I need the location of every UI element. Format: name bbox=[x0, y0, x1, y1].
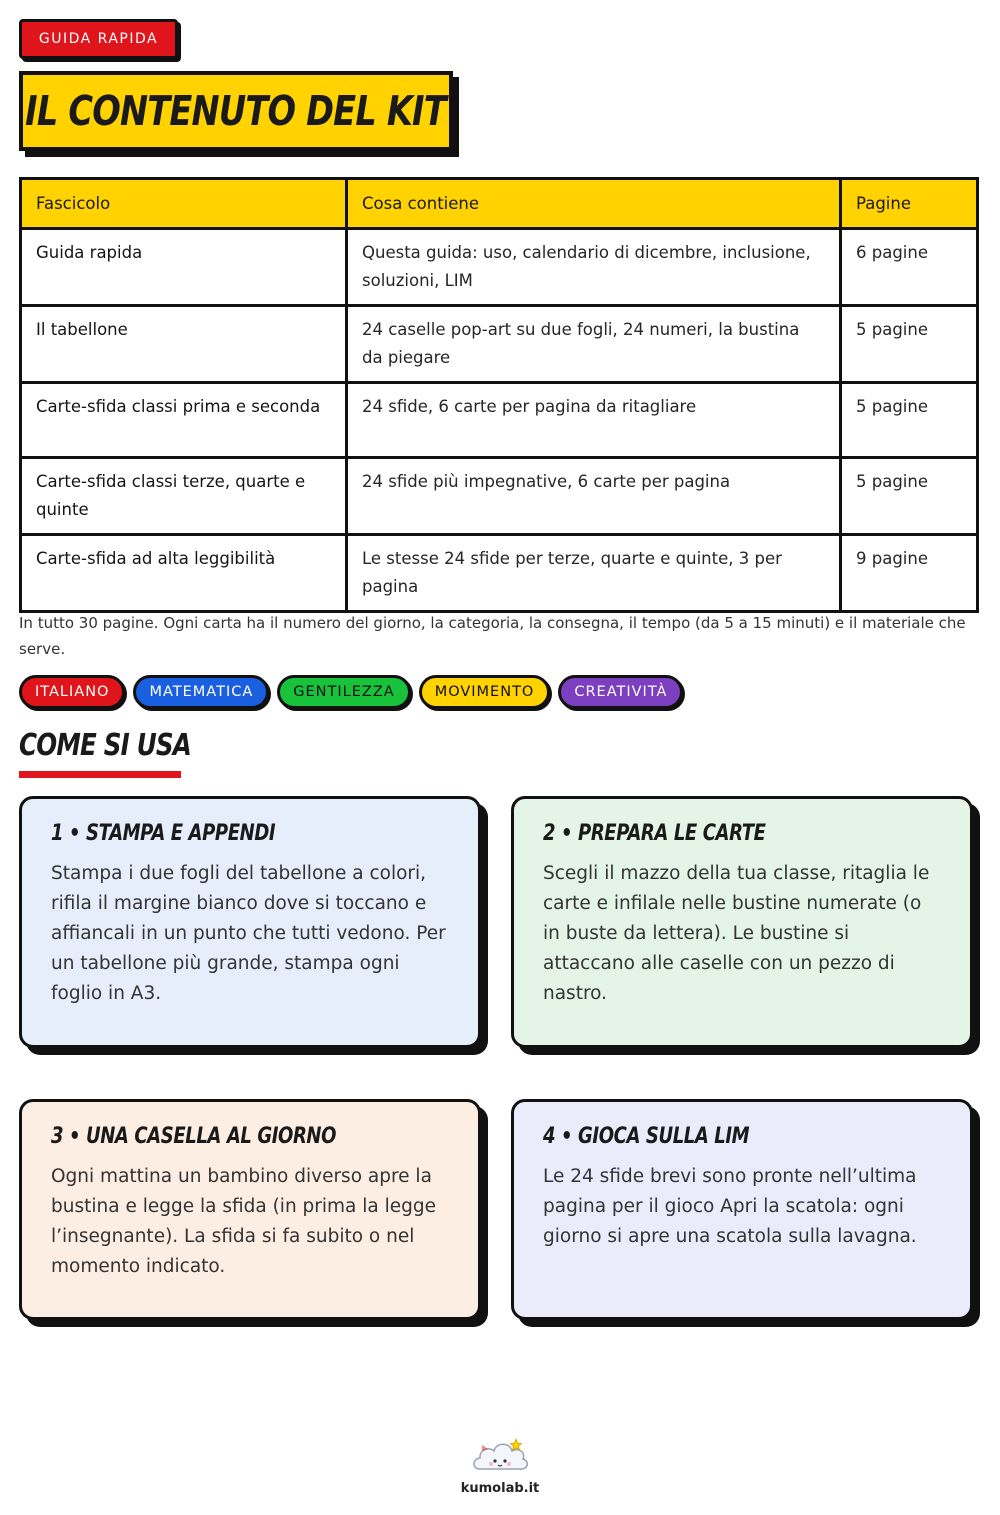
step-text: Scegli il mazzo della tua classe, ritaglia le carte e infilale nelle bustine numerate (o in buste da lettera). Le bustine si attaccano alle caselle con un pezzo di nastro. bbox=[543, 863, 930, 1004]
table-row bbox=[21, 383, 978, 458]
cell-contenuto: Le stesse 24 sfide per terze, quarte e quinte, 3 per pagina bbox=[347, 535, 841, 612]
kit-summary-note: In tutto 30 pagine. Ogni carta ha il numero del giorno, la categoria, la consegna, il tempo (da 5 a 15 minuti) e il materiale che serve. bbox=[19, 614, 966, 658]
column-header-contenuto: Cosa contiene bbox=[347, 179, 841, 229]
table-row bbox=[21, 306, 978, 383]
cell-fascicolo: Carte-sfida classi terze, quarte e quinte bbox=[21, 458, 347, 535]
table-header-row bbox=[21, 179, 978, 229]
cell-pagine: 5 pagine bbox=[841, 458, 978, 535]
step-card-2 bbox=[511, 796, 973, 1048]
cell-fascicolo: Carte-sfida classi prima e seconda bbox=[21, 383, 347, 458]
footer-site: kumolab.it bbox=[460, 1481, 540, 1496]
cell-pagine: 5 pagine bbox=[841, 383, 978, 458]
kit-contents-table bbox=[19, 177, 979, 613]
category-chip-movimento: MOVIMENTO bbox=[419, 675, 551, 709]
step-title: 1 • STAMPA E APPENDI bbox=[51, 821, 276, 846]
page-title-box bbox=[19, 71, 453, 151]
step-text: Le 24 sfide brevi sono pronte nell’ultima pagina per il gioco Apri la scatola: ogni giorno si apre una scatola sulla lavagna. bbox=[543, 1166, 917, 1247]
cell-contenuto: Questa guida: uso, calendario di dicembre, inclusione, soluzioni, LIM bbox=[347, 229, 841, 306]
cell-contenuto: 24 caselle pop-art su due fogli, 24 numeri, la bustina da piegare bbox=[347, 306, 841, 383]
guide-tag bbox=[19, 19, 178, 59]
step-title: 3 • UNA CASELLA AL GIORNO bbox=[51, 1124, 337, 1149]
step-text: Ogni mattina un bambino diverso apre la bustina e legge la sfida (in prima la legge l’insegnante). La sfida si fa subito o nel momento indicato. bbox=[51, 1166, 437, 1277]
table-row bbox=[21, 535, 978, 612]
cloud-mascot-icon bbox=[468, 1433, 532, 1479]
cell-pagine: 9 pagine bbox=[841, 535, 978, 612]
page-title: IL CONTENUTO DEL KIT bbox=[25, 87, 447, 135]
category-chip-matematica: MATEMATICA bbox=[133, 675, 269, 709]
table-row bbox=[21, 229, 978, 306]
step-text: Stampa i due fogli del tabellone a colori, rifila il margine bianco dove si toccano e affiancali in un punto che tutti vedono. Per un tabellone più grande, stampa ogni foglio in A3. bbox=[51, 863, 446, 1004]
step-card-4 bbox=[511, 1099, 973, 1320]
step-card-1 bbox=[19, 796, 481, 1048]
cell-fascicolo: Il tabellone bbox=[21, 306, 347, 383]
category-chips bbox=[19, 675, 683, 709]
cell-pagine: 5 pagine bbox=[841, 306, 978, 383]
category-chip-italiano: ITALIANO bbox=[19, 675, 125, 709]
category-chip-gentilezza: GENTILEZZA bbox=[277, 675, 410, 709]
column-header-fascicolo: Fascicolo bbox=[21, 179, 347, 229]
table-row bbox=[21, 458, 978, 535]
column-header-pagine: Pagine bbox=[841, 179, 978, 229]
step-card-3 bbox=[19, 1099, 481, 1320]
cell-fascicolo: Carte-sfida ad alta leggibilità bbox=[21, 535, 347, 612]
guide-tag-label: GUIDA RAPIDA bbox=[38, 31, 159, 47]
section-title: COME SI USA bbox=[19, 728, 191, 763]
category-chip-creativita: CREATIVITÀ bbox=[558, 675, 683, 709]
step-title: 4 • GIOCA SULLA LIM bbox=[543, 1124, 750, 1149]
cell-contenuto: 24 sfide più impegnative, 6 carte per pagina bbox=[347, 458, 841, 535]
cell-pagine: 6 pagine bbox=[841, 229, 978, 306]
cell-contenuto: 24 sfide, 6 carte per pagina da ritagliare bbox=[347, 383, 841, 458]
cell-fascicolo: Guida rapida bbox=[21, 229, 347, 306]
section-title-underline bbox=[19, 771, 181, 778]
footer bbox=[440, 1433, 560, 1496]
step-title: 2 • PREPARA LE CARTE bbox=[543, 821, 766, 846]
